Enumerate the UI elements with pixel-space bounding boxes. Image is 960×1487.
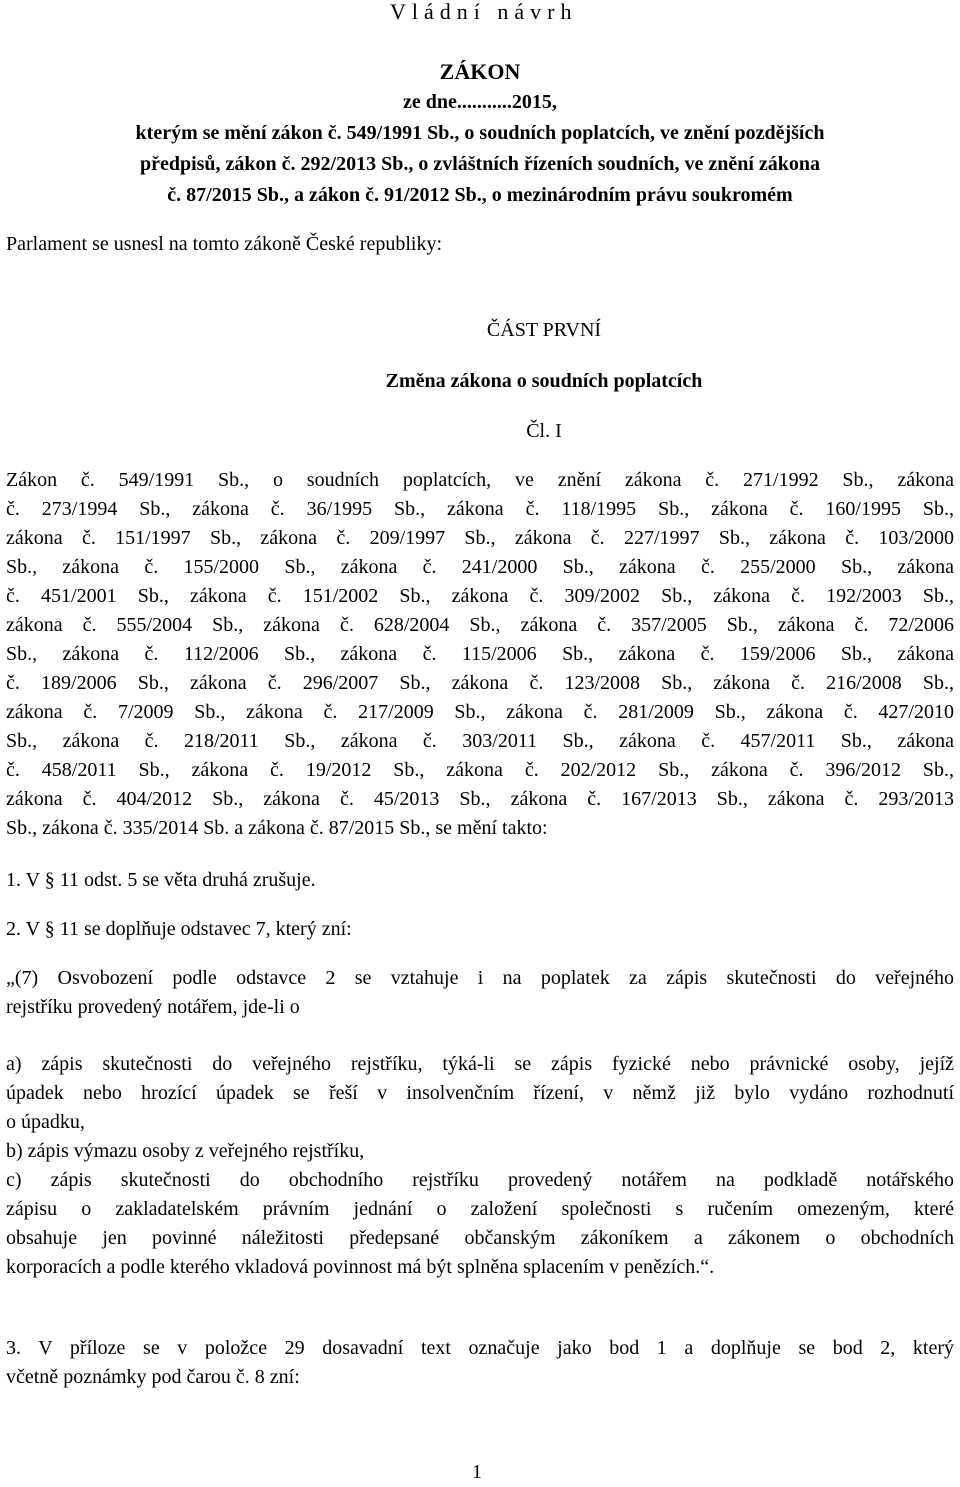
page-number: 1 — [472, 1461, 482, 1483]
intro-line: č. 189/2006 Sb., zákona č. 296/2007 Sb., zákona č. 123/2008 Sb., zákona č. 216/2008 Sb., — [6, 672, 954, 694]
intro-line: zákona č. 404/2012 Sb., zákona č. 45/2013 Sb., zákona č. 167/2013 Sb., zákona č. 293/2013 — [6, 788, 954, 810]
item-line: úpadek nebo hrozící úpadek se řeší v insolvenčním řízení, v němž již bylo vydáno rozhodnutí — [6, 1082, 954, 1104]
article-heading: Čl. I — [526, 420, 562, 442]
point-line: včetně poznámky pod čarou č. 8 zní: — [6, 1366, 300, 1388]
amendment-intro — [6, 466, 954, 843]
paragraph-7 — [6, 964, 954, 1022]
intro-line: zákona č. 555/2004 Sb., zákona č. 628/2004 Sb., zákona č. 357/2005 Sb., zákona č. 72/2006 — [6, 614, 954, 636]
intro-line: č. 273/1994 Sb., zákona č. 36/1995 Sb., zákona č. 118/1995 Sb., zákona č. 160/1995 Sb., — [6, 498, 954, 520]
item-line: zápisu o zakladatelském právním jednání o založení společnosti s ručením omezeným, které — [6, 1198, 954, 1220]
item-line: c) zápis skutečnosti do obchodního rejstříku provedený notářem na podkladě notářského — [6, 1169, 954, 1191]
part-title: Změna zákona o soudních poplatcích — [385, 370, 703, 392]
enacting-formula: Parlament se usnesl na tomto zákoně České republiky: — [6, 233, 443, 255]
part-heading: ČÁST PRVNÍ — [486, 319, 602, 341]
point-2: 2. V § 11 se doplňuje odstavec 7, který zní: — [6, 918, 352, 940]
law-subject-line-1: kterým se mění zákon č. 549/1991 Sb., o soudních poplatcích, ve znění pozdějších — [135, 122, 825, 144]
intro-line: zákona č. 7/2009 Sb., zákona č. 217/2009 Sb., zákona č. 281/2009 Sb., zákona č. 427/2010 — [6, 701, 954, 723]
point-line: 3. V příloze se v položce 29 dosavadní text označuje jako bod 1 a doplňuje se bod 2, který — [6, 1337, 954, 1359]
header-label: Vládní návrh — [390, 0, 578, 24]
intro-line: Sb., zákona č. 218/2011 Sb., zákona č. 303/2011 Sb., zákona č. 457/2011 Sb., zákona — [6, 730, 954, 752]
intro-line: č. 458/2011 Sb., zákona č. 19/2012 Sb., zákona č. 202/2012 Sb., zákona č. 396/2012 Sb., — [6, 759, 954, 781]
item-b: b) zápis výmazu osoby z veřejného rejstříku, — [6, 1140, 365, 1162]
item-a — [6, 1050, 954, 1137]
item-line: korporacích a podle kterého vkladová povinnost má být splněna splacením v penězích.“. — [6, 1256, 715, 1278]
item-line: obsahuje jen povinné náležitosti předepsané občanským zákoníkem a zákonem o obchodních — [6, 1227, 954, 1249]
item-line: o úpadku, — [6, 1111, 85, 1133]
law-date: ze dne...........2015, — [403, 91, 557, 113]
intro-line: Sb., zákona č. 155/2000 Sb., zákona č. 241/2000 Sb., zákona č. 255/2000 Sb., zákona — [6, 556, 954, 578]
intro-line: č. 451/2001 Sb., zákona č. 151/2002 Sb., zákona č. 309/2002 Sb., zákona č. 192/2003 Sb., — [6, 585, 954, 607]
intro-line: Sb., zákona č. 335/2014 Sb. a zákona č. 87/2015 Sb., se mění takto: — [6, 817, 548, 839]
intro-line: Zákon č. 549/1991 Sb., o soudních poplatcích, ve znění zákona č. 271/1992 Sb., zákona — [6, 469, 954, 491]
paragraph-line: rejstříku provedený notářem, jde-li o — [6, 996, 300, 1018]
law-subject-line-2: předpisů, zákon č. 292/2013 Sb., o zvláštních řízeních soudních, ve znění zákona — [139, 153, 821, 175]
point-1: 1. V § 11 odst. 5 se věta druhá zrušuje. — [6, 869, 316, 891]
item-line: a) zápis skutečnosti do veřejného rejstříku, týká-li se zápis fyzické nebo právnické osoby, jejíž — [6, 1053, 954, 1075]
point-3 — [6, 1334, 954, 1392]
item-c — [6, 1166, 954, 1282]
paragraph-line: „(7) Osvobození podle odstavce 2 se vztahuje i na poplatek za zápis skutečnosti do veřejného — [6, 967, 954, 989]
document-page — [6, 0, 954, 1484]
law-subject-line-3: č. 87/2015 Sb., a zákon č. 91/2012 Sb., o mezinárodním právu soukromém — [167, 184, 793, 206]
title-block — [6, 56, 954, 211]
law-title: ZÁKON — [439, 59, 521, 84]
intro-line: zákona č. 151/1997 Sb., zákona č. 209/1997 Sb., zákona č. 227/1997 Sb., zákona č. 103/2000 — [6, 527, 954, 549]
intro-line: Sb., zákona č. 112/2006 Sb., zákona č. 115/2006 Sb., zákona č. 159/2006 Sb., zákona — [6, 643, 954, 665]
